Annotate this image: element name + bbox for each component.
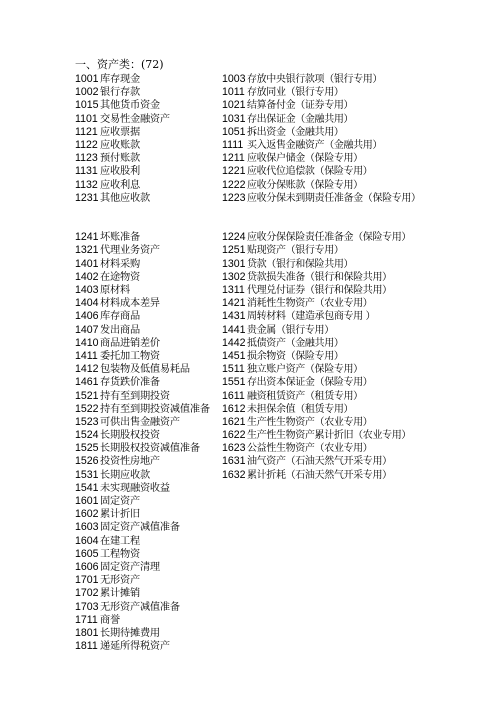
account-code: 1223 [222,191,246,204]
account-list-right [222,73,497,482]
account-code: 1301 [222,257,246,270]
account-code: 1541 [75,481,99,494]
account-name: 累计折旧 [100,509,140,521]
account-name: 代理业务资产 [100,245,160,257]
account-row [222,244,497,257]
account-row [222,126,497,139]
account-code: 1224 [222,231,246,244]
account-row [222,429,497,442]
account-name: 包装物及低值易耗品 [100,364,190,376]
account-code: 1551 [222,376,246,389]
account-row [75,99,223,112]
account-row [222,324,497,337]
account-row [75,442,223,455]
account-row [222,363,497,376]
account-name: 未实现融资收益 [100,482,170,494]
account-row [75,429,223,442]
account-name: 材料成本差异 [100,298,160,310]
account-code: 1631 [222,455,246,468]
account-row [75,561,223,574]
row-spacer [222,205,497,231]
account-name: 存货跌价准备 [100,377,160,389]
account-row [75,508,223,521]
account-name: 长期应收款 [100,469,150,481]
account-row [222,165,497,178]
account-code: 1411 [75,349,98,362]
account-name: 坏账准备 [100,232,140,244]
account-code: 1611 [222,389,245,402]
account-name: 生产性生物资产累计折旧（农业专用） [247,430,412,442]
account-code: 1811 [75,640,98,653]
account-row [75,86,223,99]
account-name: 递延所得税资产 [100,641,170,653]
account-row [75,535,223,548]
account-name: 贵金属（银行专用） [247,324,334,336]
account-row [222,192,497,205]
account-name: 融资租赁资产（租赁专用） [247,390,363,402]
account-code: 1531 [75,468,99,481]
account-name: 贴现资产（银行专用） [247,245,344,257]
account-name: 无形资产减值准备 [100,601,180,613]
account-row [222,99,497,112]
account-code: 1111 [222,138,244,151]
account-code: 1632 [222,468,246,481]
account-code: 1407 [75,323,99,336]
account-row [75,574,223,587]
account-code: 1121 [75,125,98,138]
account-code: 1302 [222,270,246,283]
account-row [222,258,497,271]
account-code: 1321 [75,244,99,257]
account-row [75,271,223,284]
account-code: 1015 [75,99,99,112]
account-code: 1231 [75,191,99,204]
account-row [222,350,497,363]
account-name: 无形资产 [100,575,140,587]
account-row [222,271,497,284]
account-code: 1221 [222,165,246,178]
account-row [222,231,497,244]
account-row [222,297,497,310]
account-name: 商品进销差价 [100,337,160,349]
account-name: 库存商品 [100,311,140,323]
account-code: 1311 [222,284,245,297]
account-row [75,548,223,561]
account-row [75,139,223,152]
account-name: 应收利息 [100,179,140,191]
account-row [75,521,223,534]
account-row [222,469,497,482]
account-code: 1442 [222,336,246,349]
account-row [75,403,223,416]
account-row [75,601,223,614]
account-code: 1526 [75,455,99,468]
account-code: 1131 [75,165,98,178]
account-name: 贷款（银行和保险共用） [247,258,354,270]
account-name: 交易性金融资产 [100,113,170,125]
account-code: 1402 [75,270,99,283]
account-code: 1011 [222,86,245,99]
account-code: 1003 [222,73,246,85]
account-row [75,179,223,192]
account-name: 买入返售金融资产（金融共用） [247,139,383,151]
account-name: 生产性生物资产（农业专用） [247,416,373,428]
account-code: 1612 [222,402,246,415]
account-name: 其他应收款 [100,192,150,204]
account-name: 可供出售金融资产 [100,416,180,428]
account-name: 银行存款 [100,87,140,99]
account-code: 1123 [75,152,98,165]
account-name: 固定资产清理 [100,561,160,573]
account-code: 1622 [222,429,246,442]
account-code: 1412 [75,363,99,376]
account-row [75,627,223,640]
account-name: 抵债资产（金融共用） [247,337,344,349]
account-name: 存放同业（银行专用） [247,87,344,99]
account-name: 商誉 [100,614,120,626]
account-name: 应收账款 [100,139,140,151]
account-code: 1511 [222,363,245,376]
account-name: 长期待摊费用 [100,627,160,639]
account-name: 应收分保保险责任准备金（保险专用） [247,232,412,244]
account-code: 1451 [222,349,246,362]
account-code: 1403 [75,284,99,297]
account-name: 代理兑付证券（银行和保险共用） [247,285,392,297]
account-name: 工程物资 [100,548,140,560]
account-name: 结算备付金（证券专用） [247,100,354,112]
account-name: 贷款损失准备（银行和保险共用） [247,271,392,283]
account-name: 其他货币资金 [100,100,160,112]
account-code: 1703 [75,600,99,613]
account-row [222,310,497,323]
account-name: 固定资产减值准备 [100,522,180,534]
account-row [222,284,497,297]
account-row [75,165,223,178]
account-code: 1222 [222,178,246,191]
account-row [75,310,223,323]
account-code: 1603 [75,521,99,534]
account-row [75,614,223,627]
account-name: 长期股权投资减值准备 [100,443,200,455]
account-row [75,587,223,600]
account-name: 存放中央银行款项（银行专用） [247,74,383,85]
account-code: 1404 [75,297,99,310]
account-row [222,152,497,165]
account-code: 1623 [222,442,246,455]
account-code: 1031 [222,112,246,125]
account-code: 1441 [222,323,246,336]
account-code: 1524 [75,429,99,442]
account-row [75,495,223,508]
section-heading: 一、资产类：(72) [75,58,164,71]
account-row [75,297,223,310]
account-row [222,73,497,86]
account-row [75,258,223,271]
account-row [222,442,497,455]
account-name: 在建工程 [100,535,140,547]
account-row [222,139,497,152]
account-row [222,337,497,350]
account-name: 库存现金 [100,74,140,85]
account-name: 持有至到期投资减值准备 [100,403,210,415]
account-name: 应收票据 [100,126,140,138]
account-code: 1523 [75,415,99,428]
account-row [75,324,223,337]
account-row [75,482,223,495]
account-code: 1702 [75,587,99,600]
account-row [222,376,497,389]
account-code: 1002 [75,86,99,99]
account-code: 1122 [75,138,98,151]
account-code: 1001 [75,73,99,85]
account-code: 1522 [75,402,99,415]
account-row [75,390,223,403]
row-spacer [75,205,223,231]
account-code: 1701 [75,574,99,587]
account-row [75,113,223,126]
account-row [222,113,497,126]
account-name: 委托加工物资 [100,350,160,362]
account-name: 发出商品 [100,324,140,336]
account-row [75,126,223,139]
account-row [75,363,223,376]
account-name: 持有至到期投资 [100,390,170,402]
account-code: 1521 [75,389,99,402]
account-code: 1132 [75,178,98,191]
account-row [75,231,223,244]
account-row [75,469,223,482]
account-row [75,337,223,350]
account-code: 1621 [222,415,246,428]
account-code: 1711 [75,613,98,626]
account-code: 1406 [75,310,99,323]
account-code: 1251 [222,244,246,257]
account-code: 1431 [222,310,246,323]
account-code: 1604 [75,534,99,547]
account-code: 1801 [75,626,99,639]
account-code: 1211 [222,152,245,165]
account-row [75,376,223,389]
account-code: 1241 [75,231,99,244]
account-row [75,416,223,429]
account-row [75,244,223,257]
account-code: 1421 [222,297,246,310]
account-row [75,73,223,86]
account-name: 累计摊销 [100,588,140,600]
account-name: 投资性房地产 [100,456,160,468]
account-row [222,390,497,403]
account-name: 公益性生物资产（农业专用） [247,443,373,455]
account-name: 存出保证金（金融共用） [247,113,354,125]
account-name: 应收分保未到期责任准备金（保险专用） [247,192,421,204]
account-name: 材料采购 [100,258,140,270]
account-name: 消耗性生物资产（农业专用） [247,298,373,310]
account-code: 1601 [75,495,99,508]
account-code: 1525 [75,442,99,455]
account-name: 累计折耗（石油天然气开采专用） [247,469,392,481]
account-code: 1410 [75,336,99,349]
account-row [75,350,223,363]
account-row [222,455,497,468]
account-row [75,152,223,165]
account-row [75,640,223,653]
account-name: 拆出资金（金融共用） [247,126,344,138]
account-row [75,455,223,468]
account-list-left [75,73,223,653]
account-name: 周转材料（建造承包商专用 ） [247,311,376,323]
account-code: 1051 [222,125,246,138]
account-row [75,284,223,297]
account-row [75,192,223,205]
account-name: 独立账户资产（保险专用） [247,364,363,376]
account-name: 应收分保账款（保险专用） [247,179,363,191]
account-row [222,416,497,429]
account-code: 1021 [222,99,246,112]
account-name: 应收保户储金（保险专用） [247,153,363,165]
account-name: 应收股利 [100,166,140,178]
account-name: 在途物资 [100,271,140,283]
account-code: 1602 [75,508,99,521]
account-row [222,179,497,192]
account-code: 1101 [75,112,98,125]
account-name: 存出资本保证金（保险专用） [247,377,373,389]
account-name: 预付账款 [100,153,140,165]
account-name: 固定资产 [100,496,140,508]
account-name: 原材料 [100,285,130,297]
account-name: 应收代位追偿款（保险专用） [247,166,373,178]
account-name: 油气资产（石油天然气开采专用） [247,456,392,468]
account-code: 1401 [75,257,99,270]
account-row [222,86,497,99]
account-code: 1606 [75,560,99,573]
account-name: 未担保余值（租赁专用） [247,403,354,415]
account-code: 1461 [75,376,99,389]
account-name: 损余物资（保险专用） [247,350,344,362]
account-name: 长期股权投资 [100,430,160,442]
account-row [222,403,497,416]
account-code: 1605 [75,547,99,560]
